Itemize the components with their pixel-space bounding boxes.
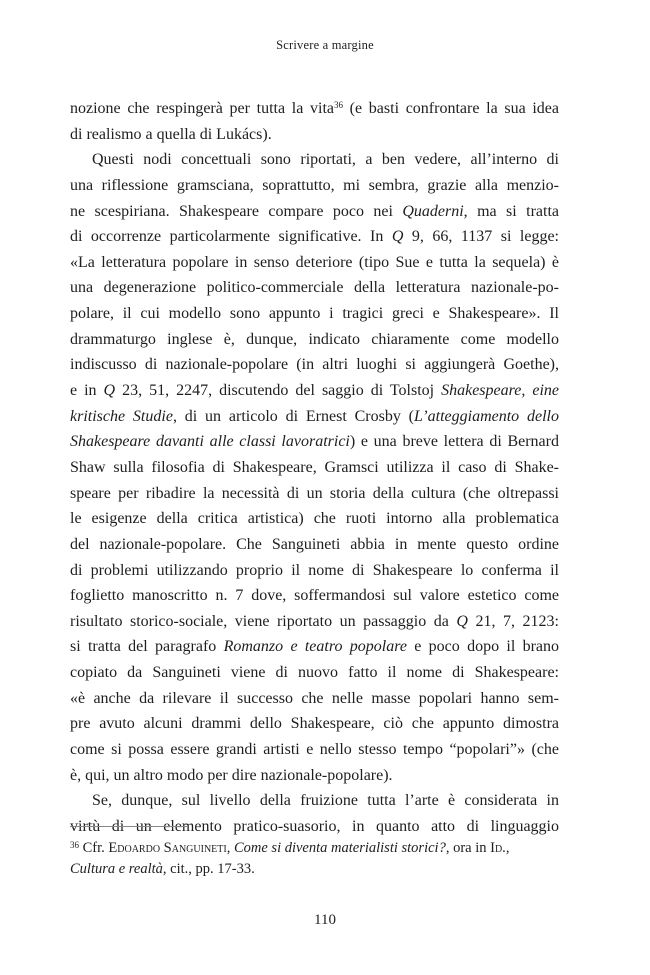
text-line: pre avuto alcuni drammi dello Shakespeare, ciò che appunto dimostra: [70, 715, 559, 733]
footnote: [70, 838, 559, 880]
text-line: nozione che respingerà per tutta la vita$^{36}$ (e basti confrontare la sua idea: [70, 100, 560, 117]
text-line: Questi nodi concettuali sono riportati, a ben vedere, all’interno di: [92, 151, 559, 169]
text-line: una riflessione gramsciana, soprattutto, mi sembra, grazie alla menzio-: [70, 176, 559, 194]
text-line: virtù di un elemento pratico-suasorio, in quanto atto di linguaggio: [70, 817, 559, 835]
text-line: di realismo a quella di Lukács).: [70, 125, 272, 143]
footnote-title: Come si diventa materialisti storici?: [233, 840, 446, 856]
text-line: di problemi utilizzando proprio il nome di Shakespeare lo conferma il: [70, 561, 559, 579]
text-line: risultato storico-sociale, viene riportato un passaggio da Q 21, 7, 2123:: [70, 612, 559, 630]
footnote-number: 36: [70, 840, 79, 850]
text-line: foglietto manoscritto n. 7 dove, soffermandosi sul valore estetico come: [70, 587, 559, 605]
text-line: le esigenze della critica artistica) che ruoti intorno alla problematica: [70, 510, 559, 528]
running-header: Scrivere a margine: [276, 38, 374, 52]
text-line: di occorrenze particolarmente significative. In Q 9, 66, 1137 si legge:: [70, 228, 559, 246]
text-line: copiato da Sanguineti viene di nuovo fatto il nome di Shakespeare:: [70, 664, 559, 682]
text-line: polare, il cui modello sono appunto i tragici greci e Shakespeare». Il: [70, 305, 559, 323]
text-line: come si possa essere grandi artisti e nello stesso tempo “popolari”» (che: [70, 741, 559, 759]
page-number: 110: [314, 912, 336, 928]
footnote-marker[interactable]: 36: [334, 100, 343, 110]
text-line: si tratta del paragrafo Romanzo e teatro popolare e poco dopo il brano: [70, 638, 560, 656]
text-line: drammaturgo inglese è, dunque, indicato chiaramente come modello: [70, 330, 559, 348]
footnote-line: $^{36}$ Cfr. Edoardo Sanguineti, Come si diventa materialisti storici?, ora in Id.,: [70, 840, 510, 856]
text-line: kritische Studie, di un articolo di Ernest Crosby (L’atteggiamento dello: [70, 407, 560, 425]
text-line: «è anche da rilevare il successo che nelle masse popolari hanno sem-: [70, 689, 559, 707]
footnote-line: Cultura e realtà, cit., pp. 17-33.: [70, 861, 255, 877]
body-text: [70, 96, 559, 840]
text-line: Shakespeare davanti alle classi lavoratrici) e una breve lettera di Bernard: [70, 433, 559, 451]
footnote-author: Edoardo Sanguineti: [108, 840, 227, 856]
text-line: del nazionale-popolare. Che Sanguineti abbia in mente questo ordine: [70, 535, 559, 553]
text-line: ne scespiriana. Shakespeare compare poco nei Quaderni, ma si tratta: [70, 202, 559, 220]
text-line: è, qui, un altro modo per dire nazionale-popolare).: [70, 766, 393, 784]
text-line: Shaw sulla filosofia di Shakespeare, Gramsci utilizza il caso di Shake-: [70, 458, 559, 476]
footnote-title: Cultura e realtà: [70, 861, 163, 877]
text-line: Se, dunque, sul livello della fruizione tutta l’arte è considerata in: [92, 792, 559, 810]
text-line: «La letteratura popolare in senso deteriore (tipo Sue e tutta la sequela) è: [70, 253, 559, 271]
text-line: e in Q 23, 51, 2247, discutendo del saggio di Tolstoj Shakespeare, eine: [70, 382, 560, 400]
text-line: una degenerazione politico-commerciale della letteratura nazionale-po-: [70, 279, 559, 297]
text-line: speare per ribadire la necessità di un storia della cultura (che oltrepassi: [70, 484, 559, 502]
footnote-divider: [70, 826, 188, 827]
text-line: indiscusso di nazionale-popolare (in altri luoghi si aggiungerà Goethe),: [70, 356, 559, 374]
